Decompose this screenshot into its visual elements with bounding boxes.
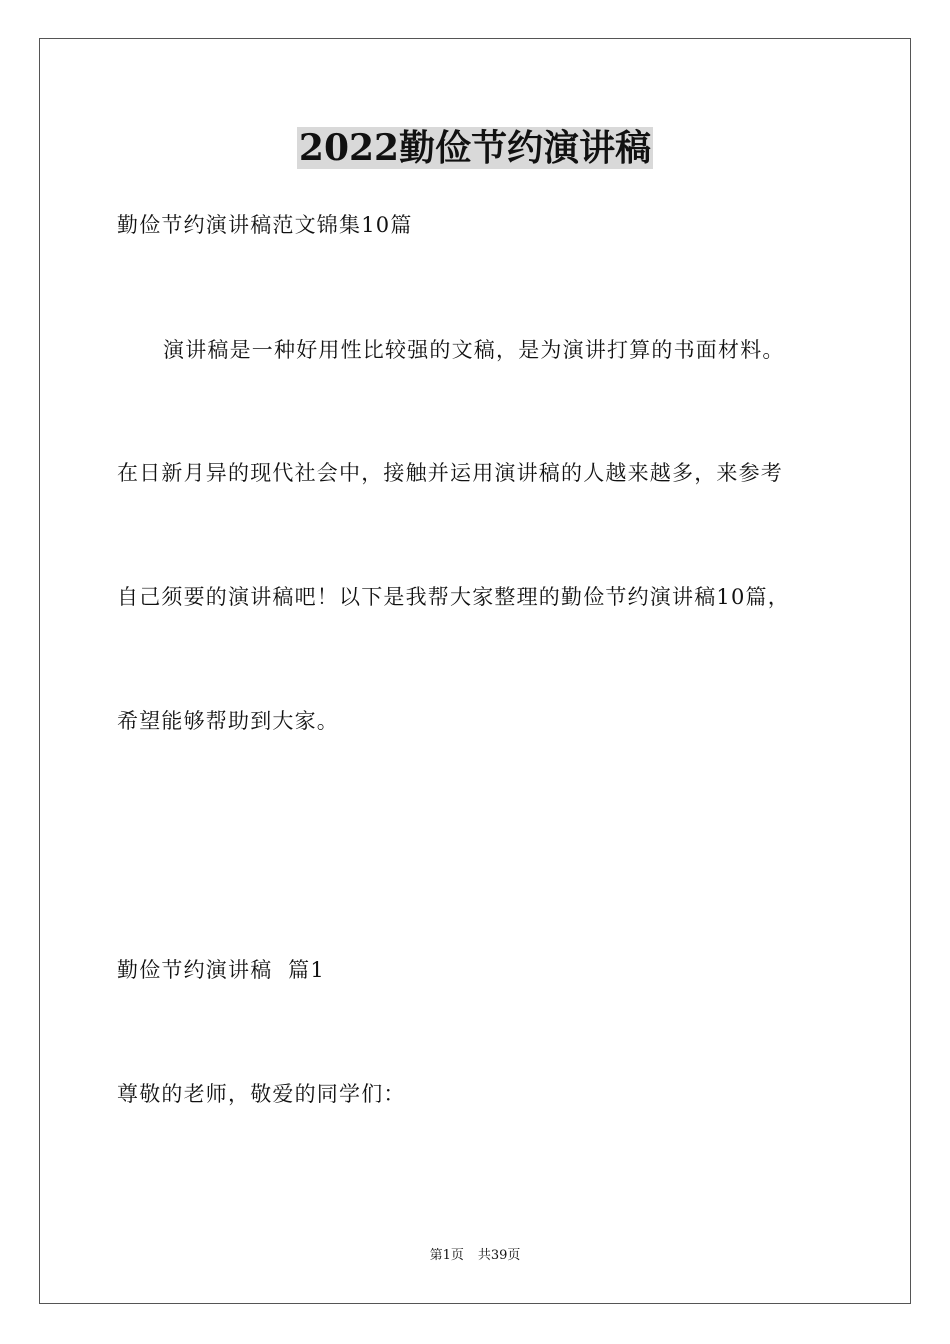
document-title-text: 2022勤俭节约演讲稿: [298, 127, 652, 169]
salutation: 尊敬的老师，敬爱的同学们：: [117, 1082, 406, 1106]
section-heading: 勤俭节约演讲稿 篇1: [117, 958, 325, 982]
intro-line-3: 自己须要的演讲稿吧！以下是我帮大家整理的勤俭节约演讲稿10篇，: [117, 585, 790, 609]
intro-line-2: 在日新月异的现代社会中，接触并运用演讲稿的人越来越多，来参考: [117, 461, 783, 485]
intro-line-4: 希望能够帮助到大家。: [117, 709, 339, 733]
document-subtitle: 勤俭节约演讲稿范文锦集10篇: [117, 213, 413, 237]
document-title: [0, 126, 950, 170]
page-number-total: 共39页: [477, 1248, 521, 1263]
page-number-current: 第1页: [429, 1248, 464, 1263]
page-footer: [0, 1247, 950, 1265]
intro-line-1: 演讲稿是一种好用性比较强的文稿，是为演讲打算的书面材料。: [163, 338, 785, 362]
